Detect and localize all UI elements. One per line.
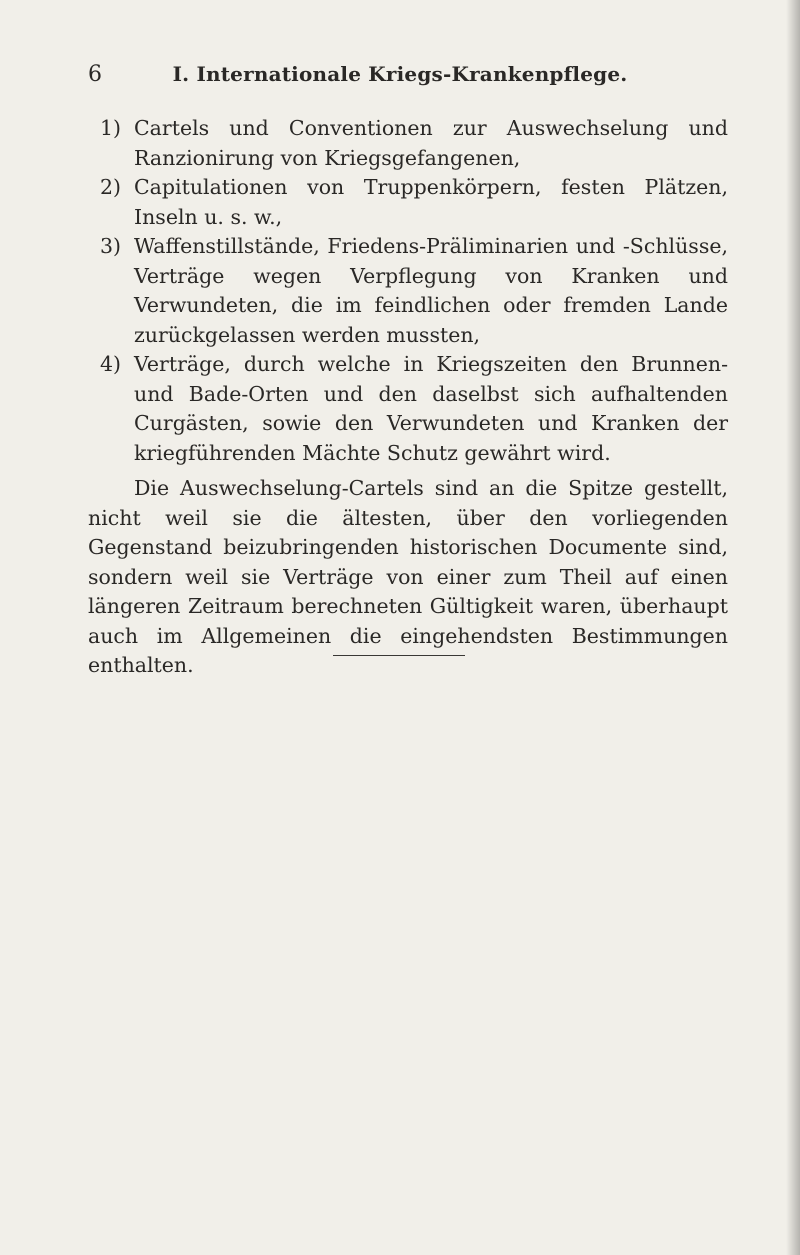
list-marker: 1) <box>100 116 122 140</box>
list-item-text: Verträge, durch welche in Kriegszeiten den Brunnen- und Bade-Orten und den daselbst sich aufhaltenden Curgästen, sowie den Verwundeten und Kranken der kriegführenden Mächte Schutz gewährt wird. <box>134 352 728 465</box>
list-item-text: Cartels und Conventionen zur Auswechselung und Ranzionirung von Kriegsgefangenen, <box>134 116 728 170</box>
list-item <box>88 114 728 173</box>
list-marker: 3) <box>100 234 122 258</box>
body-paragraph: Die Auswechselung-Cartels sind an die Spitze gestellt, nicht weil sie die ältesten, über den vorliegenden Gegenstand beizubringenden historischen Documente sind, sondern weil sie Verträge von einer zum Theil auf einen längeren Zeitraum berechneten Gültigkeit waren, überhaupt auch im Allgemeinen die eingehendsten Bestimmungen enthalten. <box>88 476 728 677</box>
page-number: 6 <box>88 62 102 87</box>
list-marker: 4) <box>100 352 122 376</box>
page-edge-shadow <box>786 0 800 1255</box>
list-item <box>88 173 728 232</box>
page-header <box>80 62 720 94</box>
section-divider <box>333 655 465 656</box>
list-item <box>88 232 728 350</box>
treaty-list <box>88 114 728 468</box>
running-title: I. Internationale Kriegs-Krankenpflege. <box>172 62 628 86</box>
body-text <box>88 114 728 681</box>
list-item-text: Capitulationen von Truppenkörpern, festen Plätzen, Inseln u. s. w., <box>134 175 728 229</box>
list-marker: 2) <box>100 175 122 199</box>
list-item-text: Waffenstillstände, Friedens-Präliminarien und -Schlüsse, Verträge wegen Verpflegung von Kranken und Verwundeten, die im feindlichen oder fremden Lande zurückgelassen werden mussten, <box>134 234 728 347</box>
list-item <box>88 350 728 468</box>
